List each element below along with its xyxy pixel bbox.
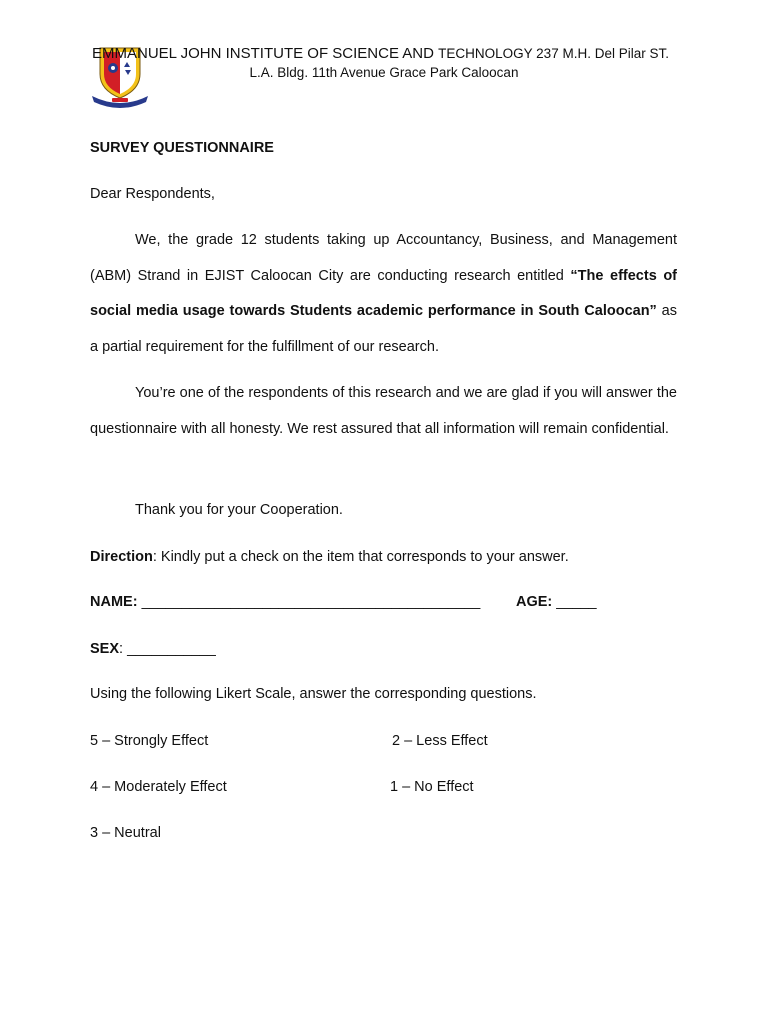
institution-name-main: EMMANUEL JOHN INSTITUTE OF SCIENCE AND <box>92 45 439 62</box>
institution-address-1: TECHNOLOGY 237 M.H. Del Pilar ST. <box>438 46 669 61</box>
sex-field <box>90 641 216 657</box>
name-field <box>90 594 480 610</box>
greeting: Dear Respondents, <box>90 186 215 202</box>
direction-label: Direction <box>90 549 153 565</box>
likert-item-2: 2 – Less Effect <box>392 733 488 749</box>
institution-address-2: L.A. Bldg. 11th Avenue Grace Park Caloocan <box>249 65 519 80</box>
intro-text-2: as a partial requirement for the fulfillment of our research. <box>90 303 677 355</box>
sex-blank[interactable]: : ___________ <box>119 641 216 657</box>
age-blank[interactable]: _____ <box>556 594 597 610</box>
intro-text-1: We, the grade 12 students taking up Accountancy, Business, and Management (ABM) Strand in EJIST Caloocan City are conducting research entitled <box>90 232 677 284</box>
name-label: NAME: <box>90 594 138 610</box>
document-title: SURVEY QUESTIONNAIRE <box>90 140 274 156</box>
likert-intro: Using the following Likert Scale, answer the corresponding questions. <box>90 686 537 702</box>
research-title: “The effects of social media usage towards Students academic performance in South Caloocan” <box>90 267 678 319</box>
age-label: AGE: <box>516 594 553 610</box>
likert-item-3: 3 – Neutral <box>90 825 161 841</box>
direction-line <box>90 549 569 565</box>
age-field <box>516 594 597 610</box>
likert-item-5: 5 – Strongly Effect <box>90 733 209 749</box>
institution-name <box>92 45 692 62</box>
likert-item-4: 4 – Moderately Effect <box>90 779 227 795</box>
sex-label: SEX <box>90 641 120 657</box>
direction-text: : Kindly put a check on the item that corresponds to your answer. <box>152 549 569 565</box>
intro-paragraph <box>90 223 677 365</box>
respondent-text: You’re one of the respondents of this research and we are glad if you will answer the questionnaire with all honesty. We rest assured that all information will remain confidential. <box>90 385 677 437</box>
name-blank[interactable]: __________________________________________ <box>141 594 481 610</box>
thanks-text: Thank you for your Cooperation. <box>135 502 343 518</box>
likert-item-1: 1 – No Effect <box>390 779 474 795</box>
respondent-paragraph <box>90 376 677 447</box>
